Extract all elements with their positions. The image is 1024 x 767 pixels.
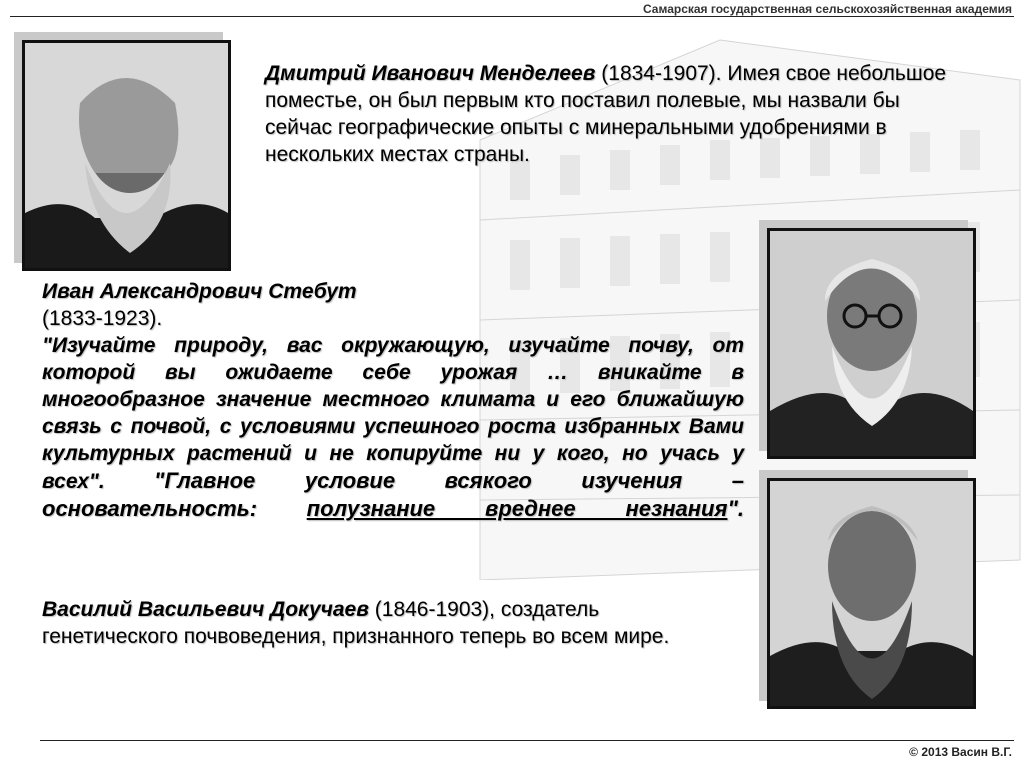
mendeleev-description: Имея свое небольшое поместье, он был первым кто поставил полевые, мы назвали бы сейчас географические опыты с минеральными удобрениями в нескольких местах страны. xyxy=(265,62,947,166)
stebut-quote xyxy=(42,332,744,523)
stebut-years: (1833-1923). xyxy=(42,307,163,330)
stebut-portrait xyxy=(767,228,976,459)
institution-name: Самарская государственная сельскохозяйственная академия xyxy=(642,2,1012,16)
stebut-quote-underlined: полузнание вреднее незнания xyxy=(306,496,728,521)
stebut-text xyxy=(42,278,744,523)
dokuchaev-description: создатель генетического почвоведения, признанного теперь во всем мире. xyxy=(42,598,670,648)
dokuchaev-portrait xyxy=(767,478,976,709)
mendeleev-portrait xyxy=(22,40,231,271)
stebut-quote-part1: "Изучайте природу, вас окружающую, изучайте почву, от которой вы ожидаете себе урожая … вникайте в многообразное значение местного климата и его ближайшую связь с почвой, с условиями успешного роста избранных Вами культурных растений и не копируйте ни у кого, но учась у всех". xyxy=(42,334,744,493)
stebut-quote-part2: "Главное условие всякого изучения – основательность: xyxy=(42,468,744,521)
stebut-name: Иван Александрович Стебут xyxy=(42,280,357,303)
mendeleev-name: Дмитрий Иванович Менделеев xyxy=(265,62,596,85)
dokuchaev-text xyxy=(42,596,702,650)
stebut-quote-end: ". xyxy=(727,496,744,521)
dokuchaev-years: (1846-1903), xyxy=(374,598,496,621)
dokuchaev-name: Василий Васильевич Докучаев xyxy=(42,598,369,621)
mendeleev-years: (1834-1907). xyxy=(601,62,722,85)
mendeleev-text xyxy=(265,60,955,168)
copyright: © 2013 Васин В.Г. xyxy=(909,745,1012,759)
footer-divider xyxy=(40,740,1014,741)
header-divider xyxy=(10,16,1014,17)
